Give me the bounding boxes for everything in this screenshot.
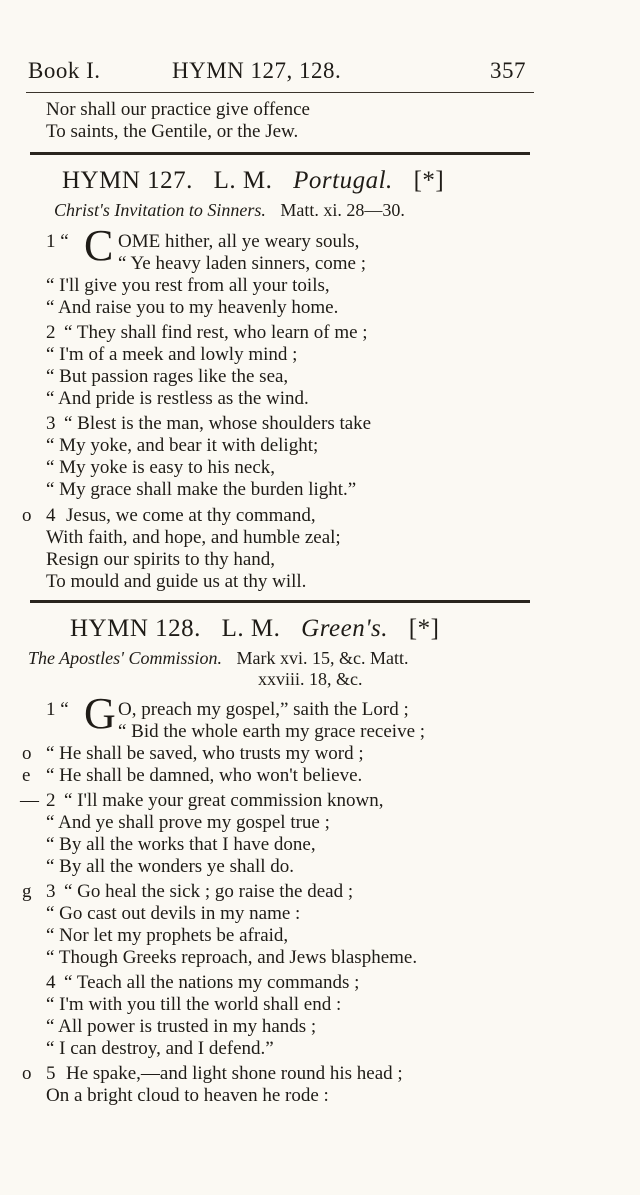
verse-number: 2 (46, 322, 56, 343)
drop-cap: G (84, 689, 116, 738)
verse-number: 3 (46, 413, 56, 434)
carryover-line-1: Nor shall our practice give offence (46, 99, 310, 120)
hymn-128-line: “ All power is trusted in my hands ; (46, 1016, 317, 1037)
dynamic-mark: o (22, 743, 32, 764)
drop-cap: C (84, 221, 114, 270)
hymn-127-line: “ My yoke, and bear it with delight; (46, 435, 319, 456)
hymn-128-line: “ By all the works that I have done, (46, 834, 316, 855)
dynamic-mark: o (22, 1063, 32, 1084)
hymn-128-tune: Green's. (301, 615, 389, 642)
hymn-128-line: “ Bid the whole earth my grace receive ; (118, 721, 426, 742)
verse-number: 4 (46, 972, 56, 993)
hymn-128-subject: The Apostles' Commission. (28, 648, 223, 668)
hymn-127-mark: [*] (413, 167, 445, 194)
hymn-128-scripture: Mark xvi. 15, &c. Matt. (236, 648, 409, 668)
hymn-127-line: “ And pride is restless as the wind. (46, 388, 309, 409)
hymn-127-line: “ Blest is the man, whose shoulders take (64, 413, 372, 434)
hymn-128-number: HYMN 128. (70, 615, 201, 642)
hymn-128-line: “ I'm with you till the world shall end : (46, 994, 342, 1015)
hymn-128-line: “ Though Greeks reproach, and Jews blaspheme. (46, 947, 418, 968)
hymn-128-line: “ And ye shall prove my gospel true ; (46, 812, 330, 833)
hymn-127-line: “ My grace shall make the burden light.” (46, 479, 357, 500)
hymn-127-line: With faith, and hope, and humble zeal; (46, 527, 341, 548)
hymn-128-line: “ Teach all the nations my commands ; (64, 972, 360, 993)
hymn-128-meter: L. M. (221, 615, 281, 642)
hymn-127-line: “ Ye heavy laden sinners, come ; (118, 253, 366, 274)
hymn-128-line: “ Go cast out devils in my name : (46, 903, 301, 924)
verse-number: 1 “ (46, 231, 69, 252)
hymn-128-line: “ Go heal the sick ; go raise the dead ; (64, 881, 354, 902)
header-book: Book I. (28, 58, 101, 83)
hymn-127-meter: L. M. (213, 167, 273, 194)
hymn-128-subtitle (28, 648, 409, 669)
hymn-128-title (70, 615, 439, 643)
section-divider (30, 600, 530, 603)
hymn-127-line: “ But passion rages like the sea, (46, 366, 289, 387)
header-hymns: HYMN 127, 128. (172, 58, 342, 83)
verse-number: 2 (46, 790, 56, 811)
hymn-127-line: Jesus, we come at thy command, (66, 505, 316, 526)
hymn-128-scripture-cont: xxviii. 18, &c. (258, 669, 363, 689)
verse-number: 3 (46, 881, 56, 902)
verse-number: 1 “ (46, 699, 69, 720)
hymn-128-line: “ By all the wonders ye shall do. (46, 856, 295, 877)
hymn-128-line: “ I can destroy, and I defend.” (46, 1038, 274, 1059)
dynamic-mark: — (20, 790, 39, 811)
hymn-128-line: He spake,—and light shone round his head ; (66, 1063, 403, 1084)
hymn-128-line: On a bright cloud to heaven he rode : (46, 1085, 329, 1106)
hymn-128-line: “ I'll make your great commission known, (64, 790, 384, 811)
hymn-127-scripture: Matt. xi. 28—30. (280, 200, 405, 220)
hymn-127-line: To mould and guide us at thy will. (46, 571, 307, 592)
verse-number: 4 (46, 505, 56, 526)
hymn-127-title (62, 167, 444, 195)
hymn-127-line: OME hither, all ye weary souls, (118, 231, 360, 252)
hymn-128-line: O, preach my gospel,” saith the Lord ; (118, 699, 409, 720)
hymn-127-line: Resign our spirits to thy hand, (46, 549, 276, 570)
header-rule (26, 92, 534, 93)
dynamic-mark: o (22, 505, 32, 526)
hymn-127-subtitle (54, 200, 405, 221)
hymn-128-line: “ He shall be damned, who won't believe. (46, 765, 363, 786)
carryover-line-2: To saints, the Gentile, or the Jew. (46, 121, 299, 142)
verse-number: 5 (46, 1063, 56, 1084)
hymn-127-tune: Portugal. (293, 167, 393, 194)
header-page-number: 357 (490, 58, 526, 83)
dynamic-mark: g (22, 881, 32, 902)
dynamic-mark: e (22, 765, 31, 786)
hymn-127-subject: Christ's Invitation to Sinners. (54, 200, 266, 220)
hymn-127-line: “ My yoke is easy to his neck, (46, 457, 276, 478)
hymn-128-mark: [*] (408, 615, 440, 642)
hymn-128-line: “ Nor let my prophets be afraid, (46, 925, 289, 946)
hymn-128-line: “ He shall be saved, who trusts my word ; (46, 743, 364, 764)
hymn-127-line: “ I'll give you rest from all your toils, (46, 275, 330, 296)
hymn-127-line: “ And raise you to my heavenly home. (46, 297, 339, 318)
hymn-127-number: HYMN 127. (62, 167, 193, 194)
hymn-127-line: “ They shall find rest, who learn of me ; (64, 322, 368, 343)
hymn-127-line: “ I'm of a meek and lowly mind ; (46, 344, 298, 365)
section-divider (30, 152, 530, 155)
